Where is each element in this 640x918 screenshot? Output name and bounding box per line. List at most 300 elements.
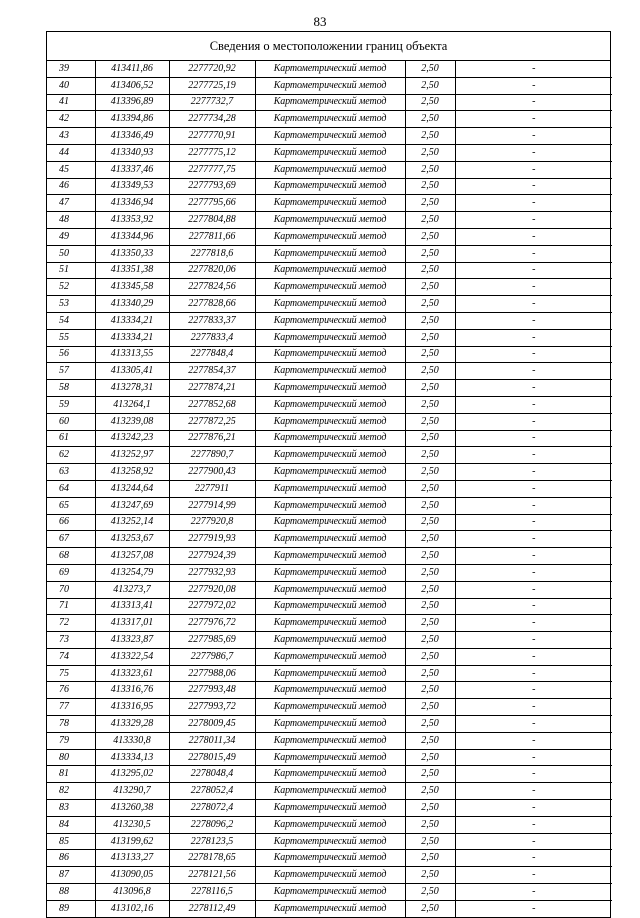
x-coordinate-cell: 413351,38	[95, 262, 169, 279]
y-coordinate-cell: 2278052,4	[169, 783, 255, 800]
point-number-cell: 49	[47, 228, 95, 245]
description-cell: -	[455, 816, 612, 833]
y-coordinate-cell: 2277725,19	[169, 77, 255, 94]
accuracy-cell: 2,50	[405, 632, 455, 649]
accuracy-cell: 2,50	[405, 716, 455, 733]
accuracy-cell: 2,50	[405, 178, 455, 195]
description-cell: -	[455, 598, 612, 615]
y-coordinate-cell: 2277900,43	[169, 464, 255, 481]
y-coordinate-cell: 2278015,49	[169, 749, 255, 766]
method-cell: Картометрический метод	[255, 245, 405, 262]
description-cell: -	[455, 144, 612, 161]
x-coordinate-cell: 413199,62	[95, 833, 169, 850]
y-coordinate-cell: 2277924,39	[169, 548, 255, 565]
description-cell: -	[455, 61, 612, 77]
method-cell: Картометрический метод	[255, 732, 405, 749]
table-row	[47, 615, 612, 632]
point-number-cell: 76	[47, 682, 95, 699]
y-coordinate-cell: 2277914,99	[169, 497, 255, 514]
table-row	[47, 800, 612, 817]
description-cell: -	[455, 329, 612, 346]
description-cell: -	[455, 346, 612, 363]
y-coordinate-cell: 2277986,7	[169, 648, 255, 665]
x-coordinate-cell: 413334,21	[95, 329, 169, 346]
method-cell: Картометрический метод	[255, 531, 405, 548]
method-cell: Картометрический метод	[255, 464, 405, 481]
table-row	[47, 228, 612, 245]
description-cell: -	[455, 783, 612, 800]
x-coordinate-cell: 413349,53	[95, 178, 169, 195]
x-coordinate-cell: 413133,27	[95, 850, 169, 867]
x-coordinate-cell: 413340,29	[95, 296, 169, 313]
accuracy-cell: 2,50	[405, 480, 455, 497]
point-number-cell: 57	[47, 363, 95, 380]
accuracy-cell: 2,50	[405, 363, 455, 380]
method-cell: Картометрический метод	[255, 195, 405, 212]
x-coordinate-cell: 413244,64	[95, 480, 169, 497]
y-coordinate-cell: 2278112,49	[169, 900, 255, 916]
description-cell: -	[455, 732, 612, 749]
y-coordinate-cell: 2277795,66	[169, 195, 255, 212]
accuracy-cell: 2,50	[405, 867, 455, 884]
y-coordinate-cell: 2277874,21	[169, 380, 255, 397]
y-coordinate-cell: 2277972,02	[169, 598, 255, 615]
accuracy-cell: 2,50	[405, 77, 455, 94]
point-number-cell: 87	[47, 867, 95, 884]
description-cell: -	[455, 884, 612, 901]
accuracy-cell: 2,50	[405, 766, 455, 783]
description-cell: -	[455, 749, 612, 766]
table-row	[47, 749, 612, 766]
table-row	[47, 480, 612, 497]
x-coordinate-cell: 413290,7	[95, 783, 169, 800]
point-number-cell: 52	[47, 279, 95, 296]
method-cell: Картометрический метод	[255, 329, 405, 346]
point-number-cell: 89	[47, 900, 95, 916]
x-coordinate-cell: 413323,87	[95, 632, 169, 649]
method-cell: Картометрический метод	[255, 161, 405, 178]
x-coordinate-cell: 413337,46	[95, 161, 169, 178]
description-cell: -	[455, 296, 612, 313]
point-number-cell: 43	[47, 128, 95, 145]
accuracy-cell: 2,50	[405, 615, 455, 632]
accuracy-cell: 2,50	[405, 312, 455, 329]
description-cell: -	[455, 548, 612, 565]
x-coordinate-cell: 413340,93	[95, 144, 169, 161]
table-row	[47, 682, 612, 699]
description-cell: -	[455, 228, 612, 245]
description-cell: -	[455, 682, 612, 699]
table-row	[47, 699, 612, 716]
point-number-cell: 85	[47, 833, 95, 850]
description-cell: -	[455, 363, 612, 380]
point-number-cell: 55	[47, 329, 95, 346]
description-cell: -	[455, 800, 612, 817]
point-number-cell: 51	[47, 262, 95, 279]
table-row	[47, 514, 612, 531]
y-coordinate-cell: 2277852,68	[169, 396, 255, 413]
y-coordinate-cell: 2278096,2	[169, 816, 255, 833]
method-cell: Картометрический метод	[255, 749, 405, 766]
point-number-cell: 54	[47, 312, 95, 329]
y-coordinate-cell: 2278123,5	[169, 833, 255, 850]
description-cell: -	[455, 396, 612, 413]
point-number-cell: 61	[47, 430, 95, 447]
point-number-cell: 68	[47, 548, 95, 565]
x-coordinate-cell: 413323,61	[95, 665, 169, 682]
point-number-cell: 70	[47, 581, 95, 598]
y-coordinate-cell: 2278009,45	[169, 716, 255, 733]
y-coordinate-cell: 2277833,4	[169, 329, 255, 346]
y-coordinate-cell: 2277804,88	[169, 212, 255, 229]
point-number-cell: 77	[47, 699, 95, 716]
table-row	[47, 279, 612, 296]
y-coordinate-cell: 2277775,12	[169, 144, 255, 161]
table-row	[47, 531, 612, 548]
y-coordinate-cell: 2277876,21	[169, 430, 255, 447]
accuracy-cell: 2,50	[405, 665, 455, 682]
description-cell: -	[455, 833, 612, 850]
accuracy-cell: 2,50	[405, 61, 455, 77]
table-row	[47, 783, 612, 800]
method-cell: Картометрический метод	[255, 884, 405, 901]
table-row	[47, 144, 612, 161]
description-cell: -	[455, 312, 612, 329]
table-row	[47, 884, 612, 901]
x-coordinate-cell: 413254,79	[95, 564, 169, 581]
boundary-table-sheet	[46, 31, 611, 918]
accuracy-cell: 2,50	[405, 447, 455, 464]
x-coordinate-cell: 413096,8	[95, 884, 169, 901]
y-coordinate-cell: 2277988,06	[169, 665, 255, 682]
description-cell: -	[455, 77, 612, 94]
y-coordinate-cell: 2277976,72	[169, 615, 255, 632]
table-row	[47, 581, 612, 598]
method-cell: Картометрический метод	[255, 900, 405, 916]
description-cell: -	[455, 94, 612, 111]
point-number-cell: 71	[47, 598, 95, 615]
table-row	[47, 329, 612, 346]
method-cell: Картометрический метод	[255, 212, 405, 229]
method-cell: Картометрический метод	[255, 447, 405, 464]
point-number-cell: 58	[47, 380, 95, 397]
y-coordinate-cell: 2277732,7	[169, 94, 255, 111]
table-row	[47, 195, 612, 212]
accuracy-cell: 2,50	[405, 783, 455, 800]
accuracy-cell: 2,50	[405, 564, 455, 581]
x-coordinate-cell: 413316,95	[95, 699, 169, 716]
y-coordinate-cell: 2277820,06	[169, 262, 255, 279]
y-coordinate-cell: 2278116,5	[169, 884, 255, 901]
y-coordinate-cell: 2277911	[169, 480, 255, 497]
accuracy-cell: 2,50	[405, 514, 455, 531]
table-row	[47, 296, 612, 313]
method-cell: Картометрический метод	[255, 548, 405, 565]
method-cell: Картометрический метод	[255, 296, 405, 313]
accuracy-cell: 2,50	[405, 749, 455, 766]
table-row	[47, 262, 612, 279]
description-cell: -	[455, 480, 612, 497]
accuracy-cell: 2,50	[405, 296, 455, 313]
point-number-cell: 46	[47, 178, 95, 195]
x-coordinate-cell: 413278,31	[95, 380, 169, 397]
x-coordinate-cell: 413329,28	[95, 716, 169, 733]
method-cell: Картометрический метод	[255, 396, 405, 413]
method-cell: Картометрический метод	[255, 632, 405, 649]
x-coordinate-cell: 413330,8	[95, 732, 169, 749]
accuracy-cell: 2,50	[405, 262, 455, 279]
table-row	[47, 312, 612, 329]
x-coordinate-cell: 413334,13	[95, 749, 169, 766]
method-cell: Картометрический метод	[255, 228, 405, 245]
table-heading: Сведения о местоположении границ объекта	[47, 32, 610, 61]
table-row	[47, 161, 612, 178]
method-cell: Картометрический метод	[255, 94, 405, 111]
description-cell: -	[455, 497, 612, 514]
accuracy-cell: 2,50	[405, 161, 455, 178]
table-row	[47, 900, 612, 916]
point-number-cell: 83	[47, 800, 95, 817]
x-coordinate-cell: 413313,55	[95, 346, 169, 363]
y-coordinate-cell: 2277920,08	[169, 581, 255, 598]
y-coordinate-cell: 2277932,93	[169, 564, 255, 581]
table-row	[47, 850, 612, 867]
method-cell: Картометрический метод	[255, 816, 405, 833]
description-cell: -	[455, 178, 612, 195]
method-cell: Картометрический метод	[255, 716, 405, 733]
y-coordinate-cell: 2278048,4	[169, 766, 255, 783]
description-cell: -	[455, 531, 612, 548]
x-coordinate-cell: 413317,01	[95, 615, 169, 632]
point-number-cell: 44	[47, 144, 95, 161]
x-coordinate-cell: 413322,54	[95, 648, 169, 665]
point-number-cell: 62	[47, 447, 95, 464]
description-cell: -	[455, 212, 612, 229]
x-coordinate-cell: 413406,52	[95, 77, 169, 94]
method-cell: Картометрический метод	[255, 497, 405, 514]
method-cell: Картометрический метод	[255, 665, 405, 682]
table-row	[47, 77, 612, 94]
accuracy-cell: 2,50	[405, 464, 455, 481]
x-coordinate-cell: 413396,89	[95, 94, 169, 111]
method-cell: Картометрический метод	[255, 766, 405, 783]
x-coordinate-cell: 413242,23	[95, 430, 169, 447]
method-cell: Картометрический метод	[255, 144, 405, 161]
description-cell: -	[455, 262, 612, 279]
y-coordinate-cell: 2277818,6	[169, 245, 255, 262]
accuracy-cell: 2,50	[405, 732, 455, 749]
description-cell: -	[455, 867, 612, 884]
method-cell: Картометрический метод	[255, 480, 405, 497]
table-row	[47, 648, 612, 665]
method-cell: Картометрический метод	[255, 430, 405, 447]
table-row	[47, 632, 612, 649]
method-cell: Картометрический метод	[255, 77, 405, 94]
accuracy-cell: 2,50	[405, 833, 455, 850]
point-number-cell: 45	[47, 161, 95, 178]
point-number-cell: 72	[47, 615, 95, 632]
table-row	[47, 816, 612, 833]
x-coordinate-cell: 413247,69	[95, 497, 169, 514]
x-coordinate-cell: 413334,21	[95, 312, 169, 329]
x-coordinate-cell: 413257,08	[95, 548, 169, 565]
description-cell: -	[455, 245, 612, 262]
x-coordinate-cell: 413345,58	[95, 279, 169, 296]
point-number-cell: 67	[47, 531, 95, 548]
x-coordinate-cell: 413346,94	[95, 195, 169, 212]
description-cell: -	[455, 581, 612, 598]
table-row	[47, 665, 612, 682]
point-number-cell: 42	[47, 111, 95, 128]
method-cell: Картометрический метод	[255, 800, 405, 817]
table-row	[47, 732, 612, 749]
point-number-cell: 65	[47, 497, 95, 514]
table-row	[47, 598, 612, 615]
method-cell: Картометрический метод	[255, 413, 405, 430]
accuracy-cell: 2,50	[405, 699, 455, 716]
x-coordinate-cell: 413295,02	[95, 766, 169, 783]
x-coordinate-cell: 413258,92	[95, 464, 169, 481]
description-cell: -	[455, 514, 612, 531]
table-row	[47, 447, 612, 464]
accuracy-cell: 2,50	[405, 396, 455, 413]
accuracy-cell: 2,50	[405, 380, 455, 397]
table-row	[47, 464, 612, 481]
method-cell: Картометрический метод	[255, 262, 405, 279]
table-row	[47, 430, 612, 447]
table-row	[47, 497, 612, 514]
x-coordinate-cell: 413316,76	[95, 682, 169, 699]
method-cell: Картометрический метод	[255, 380, 405, 397]
accuracy-cell: 2,50	[405, 144, 455, 161]
point-number-cell: 63	[47, 464, 95, 481]
table-row	[47, 245, 612, 262]
table-row	[47, 128, 612, 145]
description-cell: -	[455, 464, 612, 481]
method-cell: Картометрический метод	[255, 514, 405, 531]
accuracy-cell: 2,50	[405, 816, 455, 833]
accuracy-cell: 2,50	[405, 94, 455, 111]
y-coordinate-cell: 2277734,28	[169, 111, 255, 128]
point-number-cell: 69	[47, 564, 95, 581]
y-coordinate-cell: 2277890,7	[169, 447, 255, 464]
table-row	[47, 380, 612, 397]
point-number-cell: 81	[47, 766, 95, 783]
table-row	[47, 94, 612, 111]
description-cell: -	[455, 632, 612, 649]
method-cell: Картометрический метод	[255, 598, 405, 615]
description-cell: -	[455, 447, 612, 464]
point-number-cell: 39	[47, 61, 95, 77]
description-cell: -	[455, 195, 612, 212]
point-number-cell: 48	[47, 212, 95, 229]
point-number-cell: 41	[47, 94, 95, 111]
y-coordinate-cell: 2278072,4	[169, 800, 255, 817]
point-number-cell: 47	[47, 195, 95, 212]
description-cell: -	[455, 279, 612, 296]
accuracy-cell: 2,50	[405, 228, 455, 245]
y-coordinate-cell: 2277793,69	[169, 178, 255, 195]
y-coordinate-cell: 2277720,92	[169, 61, 255, 77]
point-number-cell: 50	[47, 245, 95, 262]
x-coordinate-cell: 413353,92	[95, 212, 169, 229]
accuracy-cell: 2,50	[405, 195, 455, 212]
y-coordinate-cell: 2278121,56	[169, 867, 255, 884]
accuracy-cell: 2,50	[405, 212, 455, 229]
table-row	[47, 766, 612, 783]
y-coordinate-cell: 2277811,66	[169, 228, 255, 245]
y-coordinate-cell: 2277833,37	[169, 312, 255, 329]
table-row	[47, 111, 612, 128]
page-number: 83	[313, 14, 327, 29]
method-cell: Картометрический метод	[255, 312, 405, 329]
accuracy-cell: 2,50	[405, 497, 455, 514]
point-number-cell: 64	[47, 480, 95, 497]
y-coordinate-cell: 2277824,56	[169, 279, 255, 296]
description-cell: -	[455, 564, 612, 581]
table-row	[47, 178, 612, 195]
method-cell: Картометрический метод	[255, 61, 405, 77]
y-coordinate-cell: 2277872,25	[169, 413, 255, 430]
description-cell: -	[455, 161, 612, 178]
method-cell: Картометрический метод	[255, 615, 405, 632]
y-coordinate-cell: 2277848,4	[169, 346, 255, 363]
x-coordinate-cell: 413350,33	[95, 245, 169, 262]
accuracy-cell: 2,50	[405, 850, 455, 867]
method-cell: Картометрический метод	[255, 279, 405, 296]
x-coordinate-cell: 413253,67	[95, 531, 169, 548]
point-number-cell: 60	[47, 413, 95, 430]
accuracy-cell: 2,50	[405, 329, 455, 346]
point-number-cell: 84	[47, 816, 95, 833]
table-row	[47, 564, 612, 581]
method-cell: Картометрический метод	[255, 111, 405, 128]
coordinates-table	[47, 61, 612, 917]
point-number-cell: 59	[47, 396, 95, 413]
method-cell: Картометрический метод	[255, 699, 405, 716]
method-cell: Картометрический метод	[255, 363, 405, 380]
method-cell: Картометрический метод	[255, 833, 405, 850]
table-row	[47, 346, 612, 363]
x-coordinate-cell: 413090,05	[95, 867, 169, 884]
accuracy-cell: 2,50	[405, 531, 455, 548]
description-cell: -	[455, 766, 612, 783]
table-row	[47, 867, 612, 884]
y-coordinate-cell: 2277777,75	[169, 161, 255, 178]
x-coordinate-cell: 413411,86	[95, 61, 169, 77]
x-coordinate-cell: 413346,49	[95, 128, 169, 145]
accuracy-cell: 2,50	[405, 430, 455, 447]
accuracy-cell: 2,50	[405, 648, 455, 665]
description-cell: -	[455, 128, 612, 145]
accuracy-cell: 2,50	[405, 346, 455, 363]
accuracy-cell: 2,50	[405, 581, 455, 598]
point-number-cell: 75	[47, 665, 95, 682]
table-row	[47, 61, 612, 77]
accuracy-cell: 2,50	[405, 682, 455, 699]
x-coordinate-cell: 413102,16	[95, 900, 169, 916]
description-cell: -	[455, 648, 612, 665]
point-number-cell: 78	[47, 716, 95, 733]
point-number-cell: 74	[47, 648, 95, 665]
accuracy-cell: 2,50	[405, 598, 455, 615]
description-cell: -	[455, 900, 612, 916]
accuracy-cell: 2,50	[405, 900, 455, 916]
y-coordinate-cell: 2277854,37	[169, 363, 255, 380]
point-number-cell: 40	[47, 77, 95, 94]
method-cell: Картометрический метод	[255, 867, 405, 884]
accuracy-cell: 2,50	[405, 548, 455, 565]
